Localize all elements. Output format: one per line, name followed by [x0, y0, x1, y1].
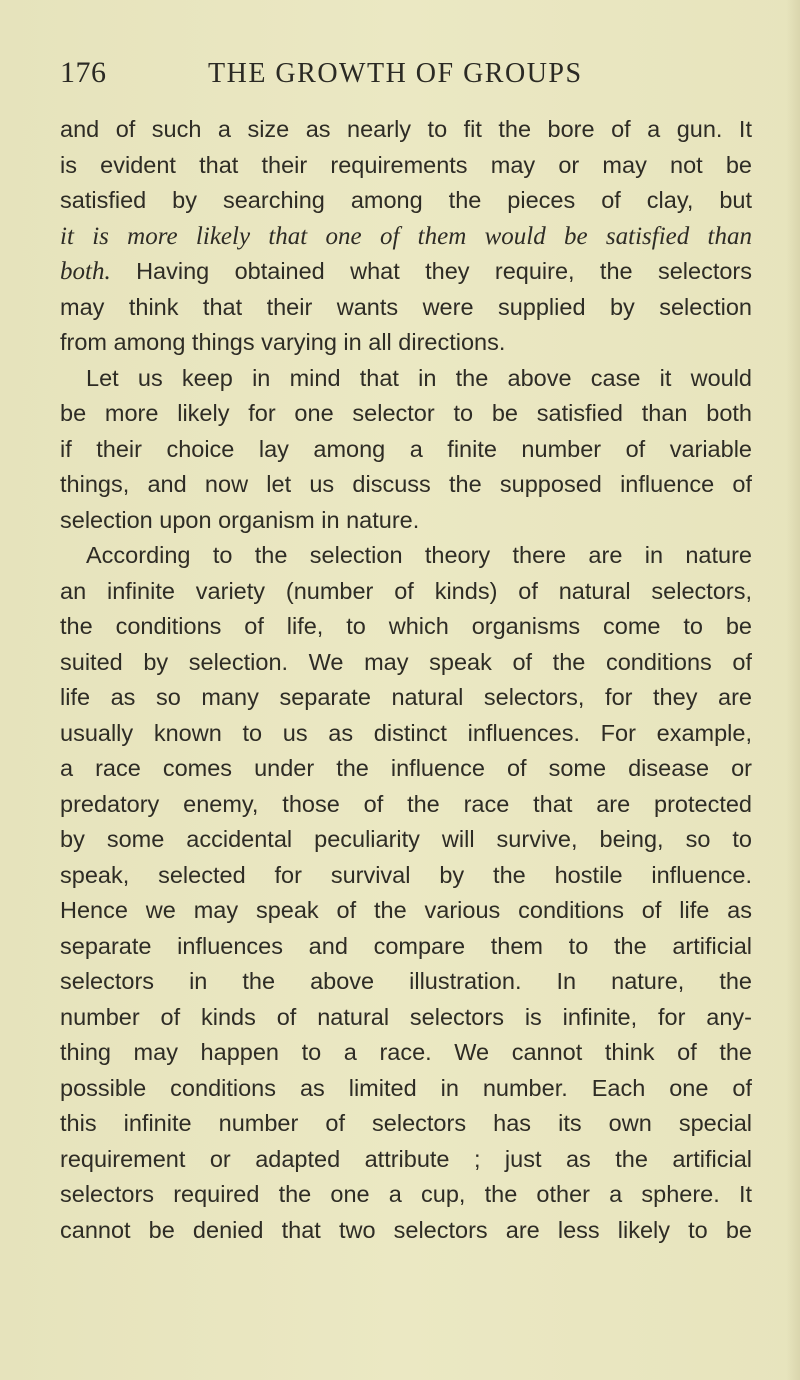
text-line: from among things varying in all directions.	[60, 329, 506, 355]
text-line: a race comes under the influence of some disease or	[60, 755, 752, 781]
text-line: both. Having obtained what they require, the selectors	[60, 258, 752, 285]
text-line: selectors in the above illustration. In nature, the	[60, 968, 752, 994]
text-line: separate influences and compare them to the artificial	[60, 932, 752, 959]
text-line: selectors required the one a cup, the other a sphere. It	[60, 1181, 752, 1207]
page-number: 176	[60, 56, 107, 89]
text-line: be more likely for one selector to be satisfied than both	[60, 400, 752, 426]
text-line: cannot be denied that two selectors are less likely to be	[60, 1216, 752, 1243]
body-text	[60, 112, 752, 1248]
text-line: thing may happen to a race. We cannot think of the	[60, 1039, 752, 1065]
text-line: predatory enemy, those of the race that are protected	[60, 790, 752, 817]
paragraph-first-line: Let us keep in mind that in the above case it would	[86, 364, 752, 391]
paragraph-first-line: According to the selection theory there are in nature	[86, 542, 752, 568]
text-line: selection upon organism in nature.	[60, 506, 420, 533]
running-head: THE GROWTH OF GROUPS	[208, 58, 583, 89]
text-line: by some accidental peculiarity will survive, being, so to	[60, 826, 752, 852]
text-line: possible conditions as limited in number. Each one of	[60, 1074, 752, 1101]
text-line: usually known to us as distinct influences. For example,	[60, 719, 752, 746]
text-line: life as so many separate natural selectors, for they are	[60, 684, 752, 710]
text-line: requirement or adapted attribute ; just as the artificial	[60, 1145, 752, 1172]
text-line: an infinite variety (number of kinds) of natural selectors,	[60, 577, 752, 604]
text-line: if their choice lay among a finite number of variable	[60, 435, 752, 462]
text-line: Hence we may speak of the various conditions of life as	[60, 897, 752, 923]
text-line: this infinite number of selectors has its own special	[60, 1110, 752, 1136]
text-line: and of such a size as nearly to fit the bore of a gun. It	[60, 116, 752, 142]
emphasis-text: it is more likely that one of them would be satisfied than	[60, 222, 752, 250]
page-edge-shadow	[786, 0, 800, 1380]
emphasis-text: both.	[60, 258, 111, 285]
text-line: may think that their wants were supplied by selection	[60, 293, 752, 320]
text-line: suited by selection. We may speak of the conditions of	[60, 648, 752, 675]
text-line: things, and now let us discuss the supposed influence of	[60, 471, 752, 497]
text-line	[60, 219, 752, 255]
text-line: number of kinds of natural selectors is infinite, for any-	[60, 1003, 752, 1030]
page-header	[60, 56, 750, 96]
text-line: satisfied by searching among the pieces of clay, but	[60, 187, 752, 213]
text-line: is evident that their requirements may or may not be	[60, 151, 752, 178]
text-line: speak, selected for survival by the hostile influence.	[60, 861, 752, 888]
text-line: the conditions of life, to which organisms come to be	[60, 613, 752, 639]
